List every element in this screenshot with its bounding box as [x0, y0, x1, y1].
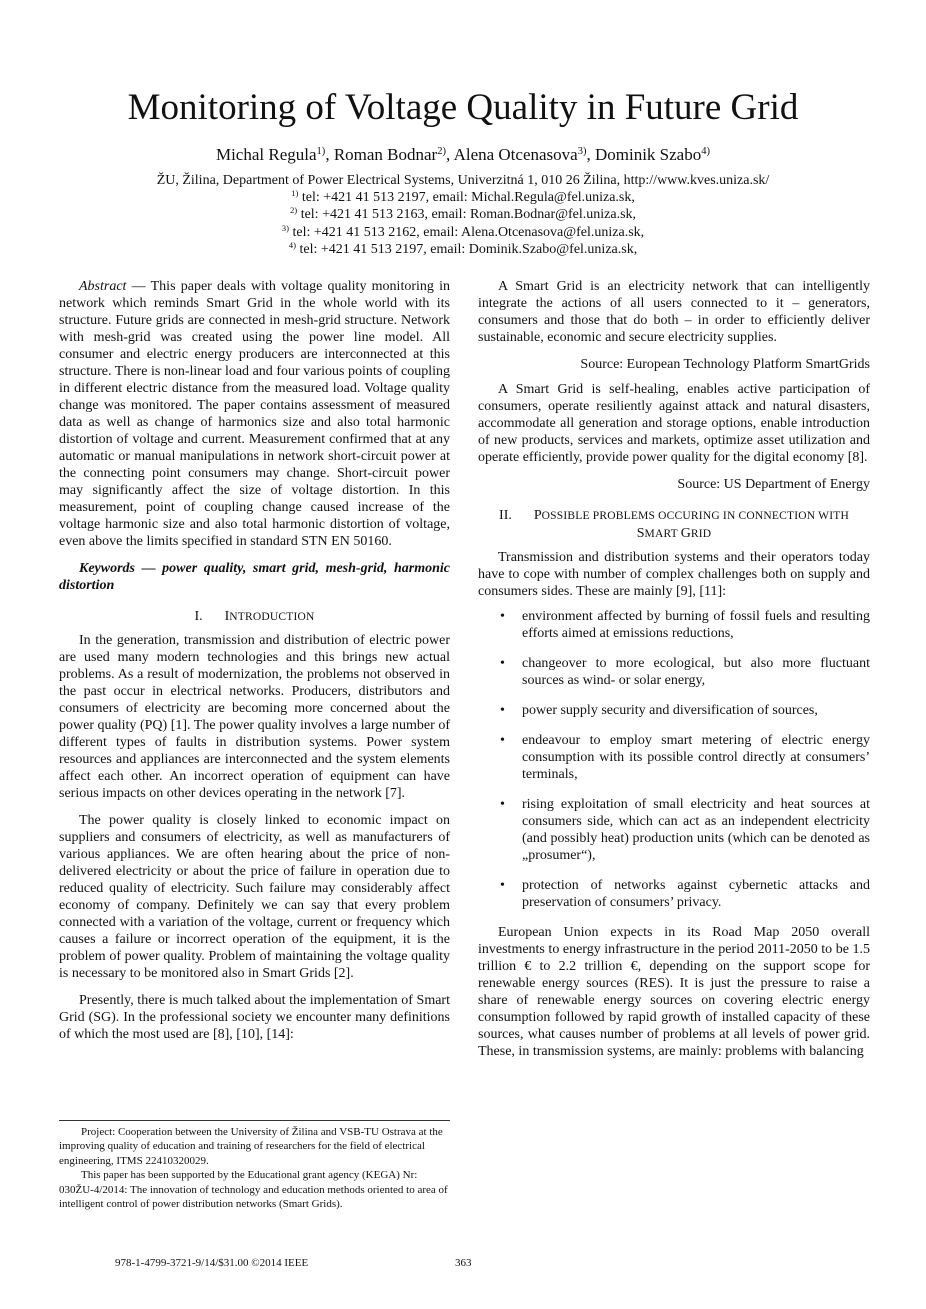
footnotes — [59, 1125, 450, 1211]
paragraph: In the generation, transmission and distribution of electric power are used many modern technologies and this brings new actual problems. As a result of modernization, the problems not observed in the past occur in electrical networks. Producers, distributors and consumers of electricity are becoming more concerned about the power quality (PQ) [1]. The power quality involves a large number of different types of faults in distribution systems. Power system resources and appliances are interconnected and the system elements affect each other. An incorrect operation of equipment can have serious impacts on other devices operating in the network [7]. — [59, 633, 450, 801]
list-item-text: environment affected by burning of fossil fuels and resulting efforts aimed at emissions reductions, — [522, 609, 870, 641]
list-item-text: rising exploitation of small electricity and heat sources at consumers side, which can act as an independent electricity (and possibly heat) production units (which can be denoted as „prosumer“), — [522, 797, 870, 863]
footnote: Project: Cooperation between the University of Žilina and VSB-TU Ostrava at the improving quality of education and training of researchers for the field of electrical engineering, ITMS 22410320029. — [59, 1126, 443, 1167]
paragraph: Presently, there is much talked about the implementation of Smart Grid (SG). In the professional society we encounter many definitions of which the most used are [8], [10], [14]: — [59, 993, 450, 1042]
list-item — [478, 608, 870, 642]
section-title-rest: MART — [644, 528, 681, 540]
author-name: Dominik Szabo — [594, 145, 702, 164]
list-item — [478, 877, 870, 911]
affiliation: ŽU, Žilina, Department of Power Electrical Systems, Univerzitná 1, 010 26 Žilina, http://www.kves.uniza.sk/ — [156, 173, 770, 188]
contact-text: tel: +421 41 513 2162, email: Alena.Otcenasova@fel.uniza.sk, — [289, 224, 645, 240]
section-title-rest: RID — [690, 528, 712, 540]
bullet-icon: • — [500, 797, 505, 812]
list-item — [478, 796, 870, 864]
section-title-rest: OSSIBLE PROBLEMS OCCURING IN CONNECTION WITH — [541, 510, 849, 522]
author-mark: 4) — [701, 146, 711, 158]
definition-source: Source: US Department of Energy — [677, 477, 870, 492]
bullet-icon: • — [500, 733, 505, 748]
author-list: Michal Regula$^{1)}$, Roman Bodnar$^{2)}$, Alena Otcenasova$^{3)}$, Dominik Szabo$^{4)}$ — [215, 145, 711, 164]
footnote: This paper has been supported by the Educational grant agency (KEGA) Nr: 030ŽU-4/2014: The innovation of technology and education methods oriented to area of intelligent control of power distribution networks (Smart Grids). — [59, 1169, 448, 1211]
bullet-icon: • — [500, 878, 505, 893]
page-number: 363 — [455, 1257, 472, 1269]
paragraph: The power quality is closely linked to economic impact on suppliers and consumers of electricity, as well as manufacturers of various appliances. We are often hearing about the price of non-delivered electricity or about the price of failure in operation due to reduced quality of electricity. Such failure may considerably affect economy of company. Definitely we can say that every problem connected with a variation of the voltage, current or frequency which causes a failure or incorrect operation of the equipment, it is the problem of power quality. Problem of maintaining the voltage quality is necessary to be monitored also in Smart Grids [2]. — [59, 813, 450, 981]
list-item-text: power supply security and diversification of sources, — [522, 703, 818, 718]
contact-text: tel: +421 41 513 2163, email: Roman.Bodnar@fel.uniza.sk, — [297, 207, 637, 223]
contact-mark: 1) — [291, 188, 299, 199]
right-column — [478, 278, 870, 1060]
bullet-icon: • — [500, 703, 505, 718]
footnote-divider — [59, 1120, 450, 1121]
contact-line — [0, 224, 926, 241]
section-heading-line — [478, 507, 870, 525]
paper-title: Monitoring of Voltage Quality in Future Grid — [127, 87, 799, 128]
contact-line — [0, 189, 926, 206]
list-item — [478, 702, 870, 719]
contact-mark: 4) — [288, 240, 297, 251]
contact-text: tel: +421 41 513 2197, email: Dominik.Szabo@fel.uniza.sk, — [296, 241, 638, 257]
author-mark: 2) — [437, 146, 446, 158]
list-item-text: endeavour to employ smart metering of electric energy consumption with its possible control directly at consumers’ terminals, — [522, 733, 870, 782]
contact-mark: 2) — [289, 205, 298, 216]
bullet-icon: • — [500, 656, 505, 671]
section-number: I. — [194, 609, 203, 624]
definition-quote: A Smart Grid is an electricity network that can intelligently integrate the actions of all users connected to it – generators, consumers and those that do both – in order to efficiently deliver sustainable, economic and secure electricity supplies. — [478, 279, 870, 345]
section-title-first-letter: I — [224, 609, 230, 624]
abstract — [59, 278, 450, 550]
author-name: Alena Otcenasova — [453, 145, 578, 164]
keywords: Keywords — power quality, smart grid, mesh-grid, harmonic distortion — [59, 561, 450, 593]
abstract-lead: Abstract — [79, 279, 127, 294]
author-name: Michal Regula — [215, 145, 317, 164]
paragraph: European Union expects in its Road Map 2050 overall investments to energy infrastructure in the period 2011-2050 to be 1.5 trillion € to 2.2 trillion €, depending on the support scope for renewable energy sources (RES). It is just the pressure to raise a share of renewable energy sources on covering electric energy consumption followed by rapid growth of installed capacity of these sources, what causes number of problems at all levels of power grid. These, in transmission systems, are mainly: problems with balancing — [478, 925, 870, 1059]
abstract-text: — This paper deals with voltage quality monitoring in network which reminds Smart Grid in the whole world with its structure. Future grids are connected in mesh-grid structure. Network with mesh-grid was created using the power line model. All consumer and electric energy producers are interconnected at this structure. There is non-linear load and four various points of coupling in different electric distance from the measured load. Voltage quality change was monitored. The paper contains assessment of measured data as well as change of harmonics size and also total harmonic distortion of voltage and current. Measurement confirmed that at any automatic or manual manipulations in network short-circuit power at the connecting point consumers may change. Short-circuit power may significantly affect the size of voltage distortion. In this measurement, point of coupling change caused increase of the voltage harmonic size and also total harmonic distortion of voltage, even above the limits specified in standard STN EN 50160. — [59, 279, 450, 549]
list-item-text: changeover to more ecological, but also more fluctuant sources as wind- or solar energy, — [522, 656, 870, 688]
contact-mark: 3) — [281, 222, 290, 233]
section-title-first-letter: G — [680, 526, 691, 541]
left-column — [59, 278, 450, 1043]
section-heading-possible-problems — [478, 507, 870, 543]
author-mark: 3) — [577, 146, 587, 158]
author-name: Roman Bodnar — [333, 145, 438, 164]
section-title-first-letter: P — [533, 508, 542, 523]
list-item — [478, 655, 870, 689]
definition-quote: A Smart Grid is self-healing, enables active participation of consumers, operate resiliently against attack and natural disasters, accommodate all generation and storage options, enable introduction of new products, services and markets, optimize asset utilization and operate efficiently, provide power quality for the digital economy [8]. — [478, 382, 870, 465]
contact-line — [0, 241, 926, 258]
affiliation-block — [0, 172, 926, 258]
section-title-rest: NTRODUCTION — [229, 611, 315, 623]
contact-text: tel: +421 41 513 2197, email: Michal.Regula@fel.uniza.sk, — [298, 190, 635, 206]
section-title-first-letter: S — [636, 526, 645, 541]
section-heading-line — [478, 525, 870, 543]
definition-source: Source: European Technology Platform SmartGrids — [580, 357, 870, 372]
isbn-footer: 978-1-4799-3721-9/14/$31.00 ©2014 IEEE — [115, 1257, 309, 1269]
bullet-icon: • — [500, 609, 505, 624]
paragraph: Transmission and distribution systems and their operators today have to cope with number of complex challenges both on supply and consumers sides. These are mainly [9], [11]: — [478, 550, 870, 599]
section-heading-introduction — [59, 608, 450, 626]
author-mark: 1) — [316, 146, 326, 158]
challenge-list — [478, 608, 870, 911]
section-number: II. — [499, 508, 512, 523]
list-item — [478, 732, 870, 783]
list-item-text: protection of networks against cybernetic attacks and preservation of consumers’ privacy. — [522, 878, 870, 910]
contact-line — [0, 206, 926, 223]
